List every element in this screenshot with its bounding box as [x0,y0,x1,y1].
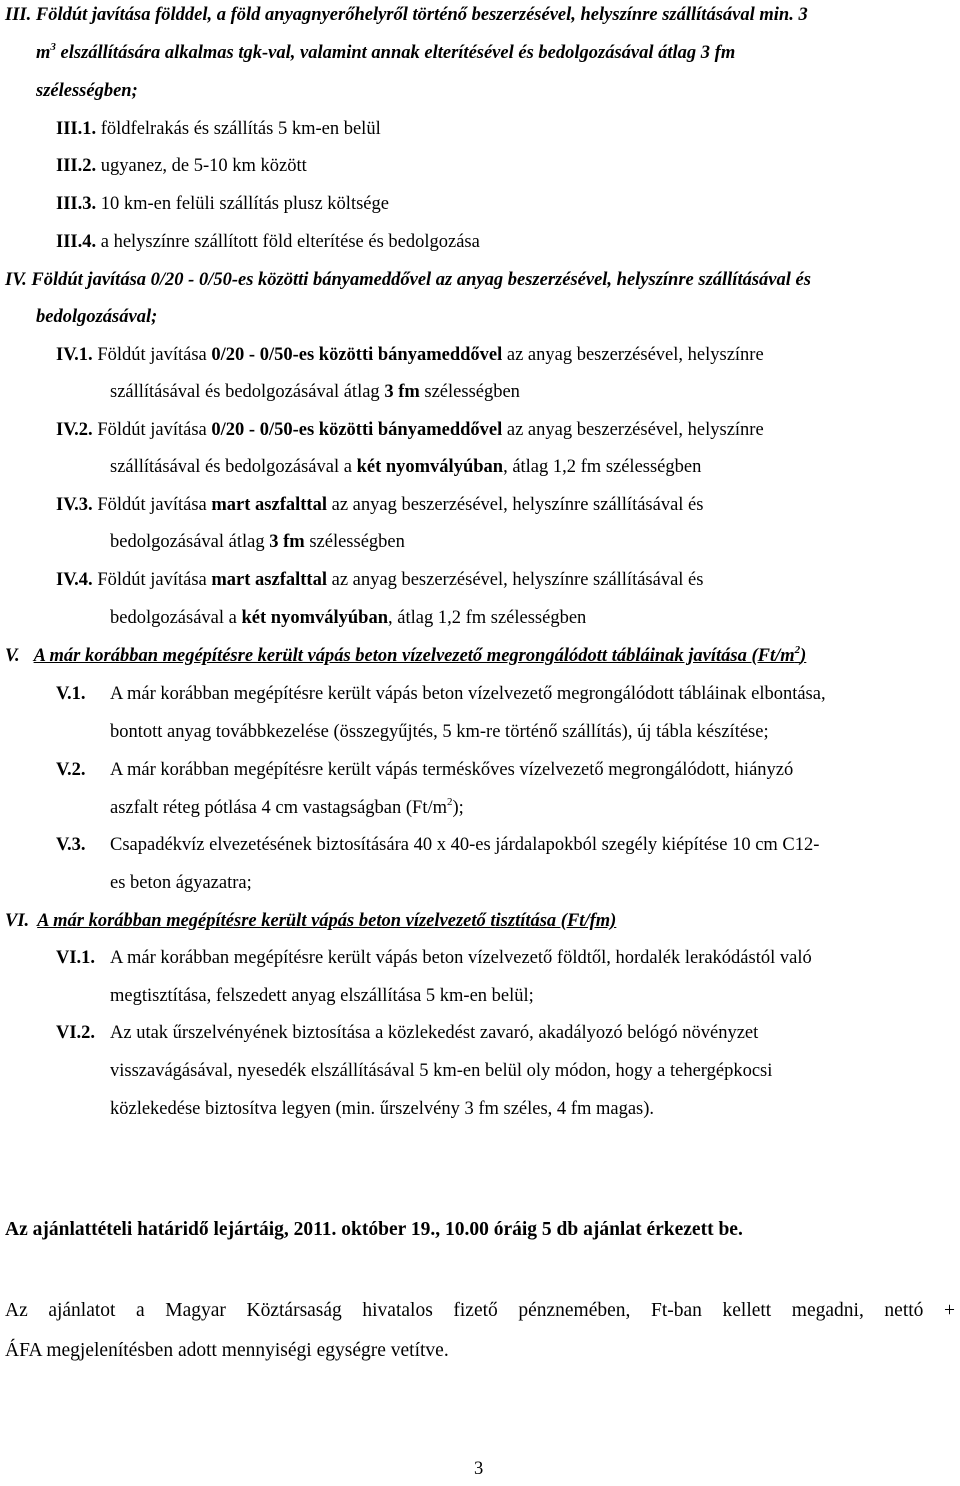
item-iii-1: III.1. földfelrakás és szállítás 5 km-en belül [56,119,381,139]
item-vi-1-num: VI.1. [56,948,96,968]
section-iii-heading-line1: III. Földút javítása földdel, a föld anyagnyerőhelyről történő beszerzésével, helyszínre szállításával min. 3 [5,5,808,25]
item-v-2-line1: A már korábban megépítésre került vápás terméskőves vízelvezető megrongálódott, hiányzó [110,760,794,780]
page-number: 3 [474,1459,484,1479]
item-iv-4-line2: bedolgozásával a két nyomvályúban, átlag 1,2 fm szélességben [110,608,587,628]
deadline-statement: Az ajánlattételi határidő lejártáig, 2011. október 19., 10.00 óráig 5 db ajánlat érkezett be. [5,1219,743,1240]
item-iii-4: III.4. a helyszínre szállított föld elterítése és bedolgozása [56,232,480,252]
item-iv-1-line1: IV.1. Földút javítása 0/20 - 0/50-es közötti bányameddővel az anyag beszerzésével, helyszínre [56,345,764,365]
section-iii-heading-line3: szélességben; [36,81,138,101]
offer-paragraph-line1: Az ajánlatot a Magyar Köztársaság hivatalos fizető pénznemében, Ft-ban kellett megadni, nettó + [5,1300,955,1321]
item-vi-1-line1: A már korábban megépítésre került vápás beton vízelvezető földtől, hordalék lerakódástól való [110,948,812,968]
item-v-1-line1: A már korábban megépítésre került vápás beton vízelvezető megrongálódott tábláinak elbontása, [110,684,826,704]
item-vi-2-line2: visszavágásával, nyesedék elszállításával 5 km-en belül oly módon, hogy a tehergépkocsi [110,1061,773,1081]
item-v-3-line2: es beton ágyazatra; [110,873,252,893]
section-iv-heading-line2: bedolgozásával; [36,307,158,327]
item-iii-3: III.3. 10 km-en felüli szállítás plusz költsége [56,194,389,214]
offer-paragraph-line2: ÁFA megjelenítésben adott mennyiségi egységre vetítve. [5,1340,449,1361]
item-v-1-line2: bontott anyag továbbkezelése (összegyűjtés, 5 km-re történő szállítás), új tábla készítése; [110,722,769,742]
item-v-1-num: V.1. [56,684,86,704]
item-iii-2: III.2. ugyanez, de 5-10 km között [56,156,307,176]
item-v-2-num: V.2. [56,760,86,780]
item-vi-1-line2: megtisztítása, felszedett anyag elszállítása 5 km-en belül; [110,986,534,1006]
item-iv-3-line2: bedolgozásával átlag 3 fm szélességben [110,532,405,552]
item-iv-2-line2: szállításával és bedolgozásával a két nyomvályúban, átlag 1,2 fm szélességben [110,457,702,477]
item-vi-2-num: VI.2. [56,1023,96,1043]
item-v-3-num: V.3. [56,835,86,855]
item-iv-1-line2: szállításával és bedolgozásával átlag 3 fm szélességben [110,382,520,402]
item-vi-2-line1: Az utak űrszelvényének biztosítása a közlekedést zavaró, akadályozó belógó növényzet [110,1023,759,1043]
section-iv-heading-line1: IV. Földút javítása 0/20 - 0/50-es közötti bányameddővel az anyag beszerzésével, helyszínre szállításával és [5,270,811,290]
section-vi-heading: VI. A már korábban megépítésre került vápás beton vízelvezető tisztítása (Ft/fm) [5,911,617,931]
section-iii-heading-line2: $m^3$ elszállítására alkalmas tgk-val, valamint annak elterítésével és bedolgozásával átlag 3 fm [36,40,736,63]
section-v-heading: V. A már korábban megépítésre került vápás beton vízelvezető megrongálódott tábláinak javítása $(Ft/m^2)$ [5,643,807,666]
item-v-3-line1: Csapadékvíz elvezetésének biztosítására 40 x 40-es járdalapokból szegély kiépítése 10 cm C12- [110,835,820,855]
item-v-2-line2: aszfalt réteg pótlása 4 cm vastagságban $(Ft/m^2)$; [110,795,464,818]
item-iv-3-line1: IV.3. Földút javítása mart aszfalttal az anyag beszerzésével, helyszínre szállításával és [56,495,704,515]
item-vi-2-line3: közlekedése biztosítva legyen (min. űrszelvény 3 fm széles, 4 fm magas). [110,1099,655,1119]
item-iv-4-line1: IV.4. Földút javítása mart aszfalttal az anyag beszerzésével, helyszínre szállításával és [56,570,704,590]
item-iv-2-line1: IV.2. Földút javítása 0/20 - 0/50-es közötti bányameddővel az anyag beszerzésével, helyszínre [56,420,764,440]
